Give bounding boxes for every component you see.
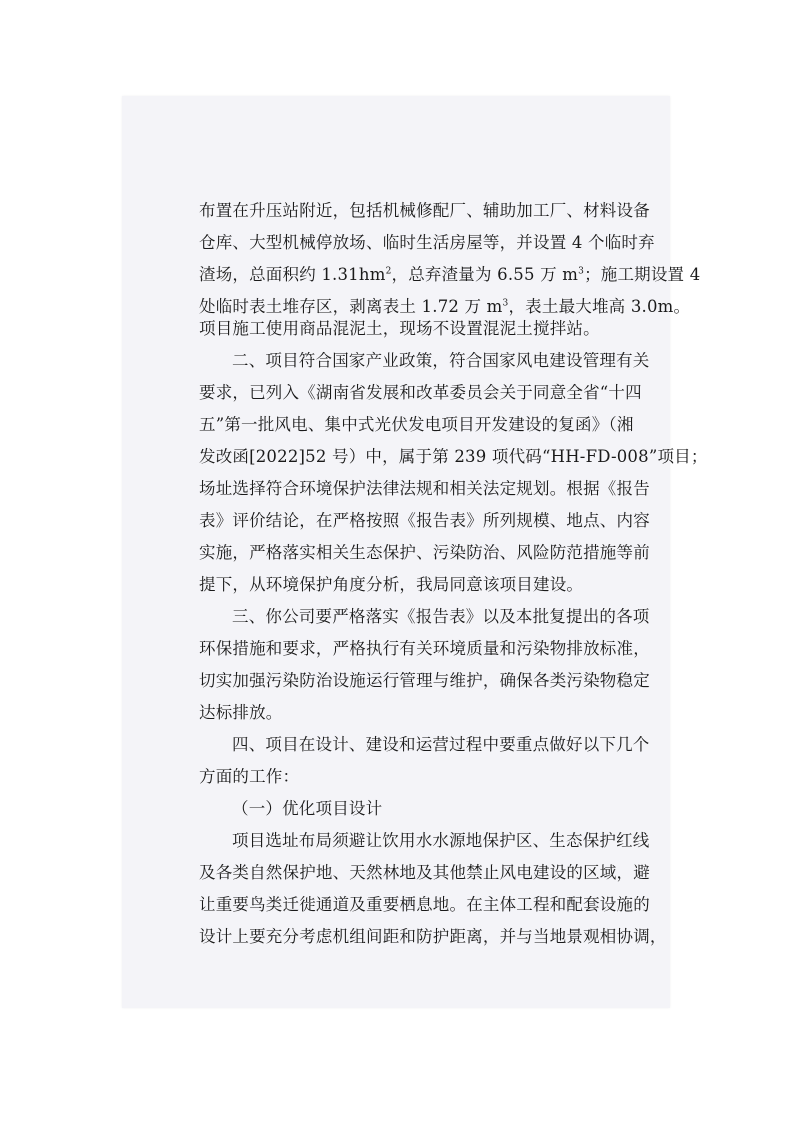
text-line: 要求，已列入《湖南省发展和改革委员会关于同意全省“十四 <box>199 383 642 402</box>
paragraph-start: 项目选址布局须避让饮用水水源地保护区、生态保护红线 <box>232 831 650 850</box>
paragraph-start: 三、你公司要严格落实《报告表》以及本批复提出的各项 <box>232 607 650 626</box>
text-line: 场址选择符合环境保护法律法规和相关法定规划。根据《报告 <box>199 479 650 498</box>
text-line: 布置在升压站附近，包括机械修配厂、辅助加工厂、材料设备 <box>199 201 650 220</box>
text-line: 环保措施和要求，严格执行有关环境质量和污染物排放标准， <box>199 639 650 658</box>
text-line: 发改函[2022]52 号）中，属于第 239 项代码“HH-FD-008”项目； <box>199 447 708 466</box>
text-line: 仓库、大型机械停放场、临时生活房屋等，并设置 4 个临时弃 <box>199 233 655 252</box>
text-line: 处临时表土堆存区，剥离表土 1.72 万 $m^3$，表土最大堆高 3.0m。 <box>199 297 691 316</box>
text-line: 实施，严格落实相关生态保护、污染防治、风险防范措施等前 <box>199 543 650 562</box>
section-heading: （一）优化项目设计 <box>232 799 383 818</box>
text-line: 达标排放。 <box>199 703 283 722</box>
text-line: 让重要鸟类迁徙通道及重要栖息地。在主体工程和配套设施的 <box>199 895 650 914</box>
text-line: 提下，从环境保护角度分析，我局同意该项目建设。 <box>199 575 584 594</box>
paragraph-start: 二、项目符合国家产业政策，符合国家风电建设管理有关 <box>232 351 650 370</box>
text-line: 切实加强污染防治设施运行管理与维护，确保各类污染物稳定 <box>199 671 650 690</box>
text-line: 及各类自然保护地、天然林地及其他禁止风电建设的区域，避 <box>199 863 650 882</box>
paragraph-start: 四、项目在设计、建设和运营过程中要重点做好以下几个 <box>232 735 650 754</box>
text-line: 方面的工作： <box>199 767 300 786</box>
text-line: 设计上要充分考虑机组间距和防护距离，并与当地景观相协调， <box>199 927 667 946</box>
text-line: 五”第一批风电、集中式光伏发电项目开发建设的复函》（湘 <box>199 415 634 434</box>
text-line: 项目施工使用商品混泥土，现场不设置混泥土搅拌站。 <box>199 319 600 338</box>
text-line: 表》评价结论，在严格按照《报告表》所列规模、地点、内容 <box>199 511 650 530</box>
text-line: 渣场，总面积约 $1.31hm^2$，总弃渣量为 6.55 万 $m^3$；施工期设置 4 <box>199 265 701 284</box>
